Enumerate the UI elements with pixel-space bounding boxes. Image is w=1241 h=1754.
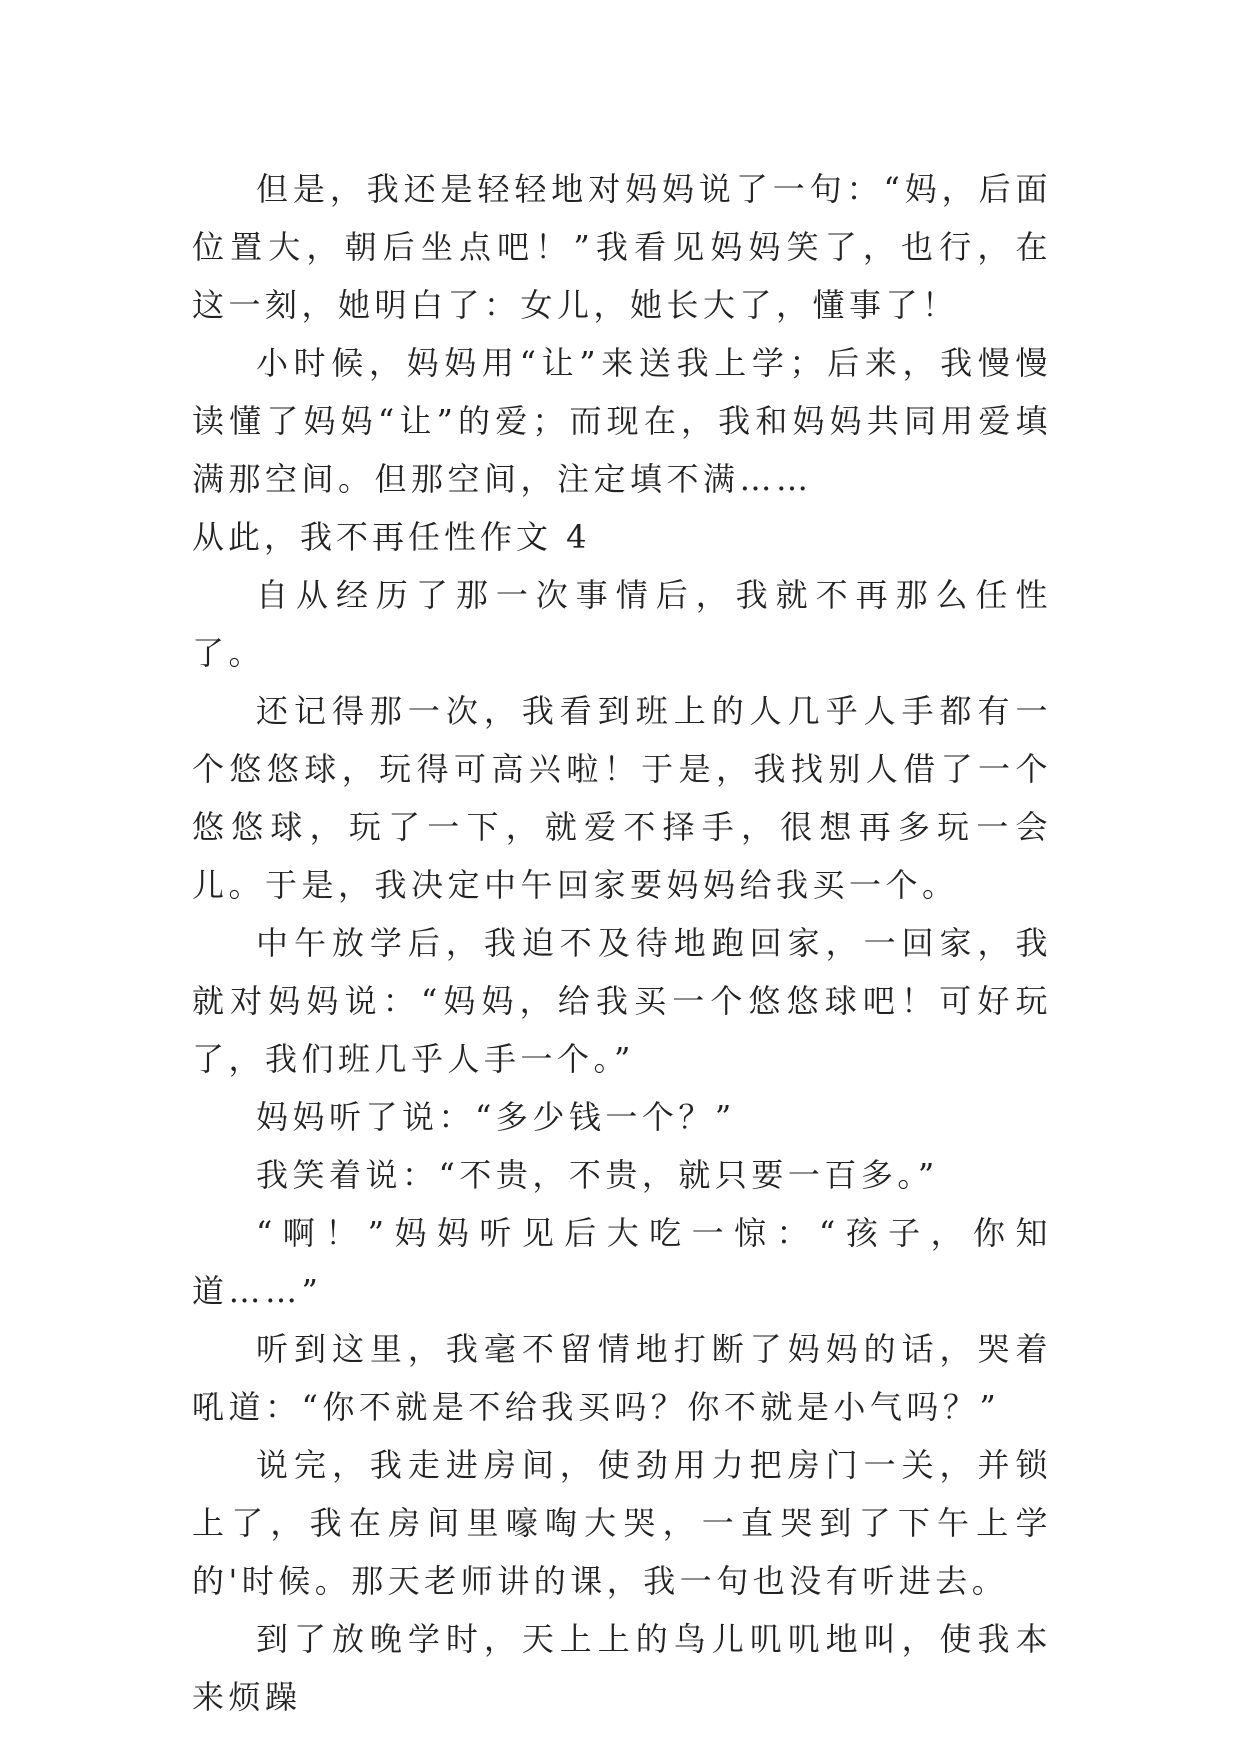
paragraph: 妈妈听了说：“多少钱一个？” [256, 1098, 736, 1136]
paragraph: 自从经历了那一次事情后，我就不再那么任性了。 [192, 576, 1052, 672]
paragraph: 听到这里，我毫不留情地打断了妈妈的话，哭着吼道：“你不就是不给我买吗？你不就是小气吗？” [192, 1330, 1052, 1426]
document-body [192, 160, 1052, 1726]
paragraph: 中午放学后，我迫不及待地跑回家，一回家，我就对妈妈说：“妈妈，给我买一个悠悠球吧！可好玩了，我们班几乎人手一个。” [192, 924, 1052, 1078]
paragraph: 小时候，妈妈用“让”来送我上学；后来，我慢慢读懂了妈妈“让”的爱；而现在，我和妈妈共同用爱填满那空间。但那空间，注定填不满…… [192, 344, 1052, 498]
paragraph: 到了放晚学时，天上上的鸟儿叽叽地叫，使我本来烦躁 [192, 1620, 1052, 1716]
paragraph: 还记得那一次，我看到班上的人几乎人手都有一个悠悠球，玩得可高兴啦！于是，我找别人借了一个悠悠球，玩了一下，就爱不择手，很想再多玩一会儿。于是，我决定中午回家要妈妈给我买一个。 [192, 692, 1052, 904]
section-heading: 从此，我不再任性作文 4 [192, 518, 591, 556]
paragraph: “啊！”妈妈听见后大吃一惊：“孩子，你知道……” [192, 1214, 1052, 1310]
paragraph: 但是，我还是轻轻地对妈妈说了一句：“妈，后面位置大，朝后坐点吧！”我看见妈妈笑了，也行，在这一刻，她明白了：女儿，她长大了，懂事了！ [192, 170, 1052, 324]
paragraph: 我笑着说：“不贵，不贵，就只要一百多。” [256, 1156, 939, 1194]
paragraph: 说完，我走进房间，使劲用力把房门一关，并锁上了，我在房间里嚎啕大哭，一直哭到了下午上学的'时候。那天老师讲的课，我一句也没有听进去。 [192, 1446, 1052, 1600]
